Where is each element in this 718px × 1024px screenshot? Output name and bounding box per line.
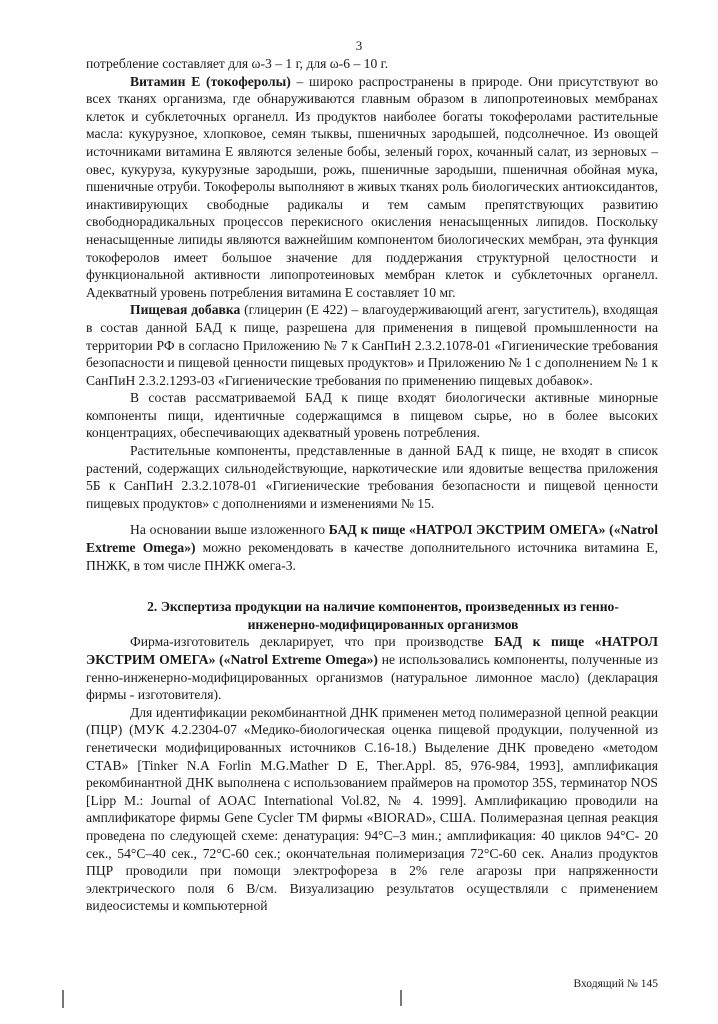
scan-mark-right bbox=[400, 990, 402, 1006]
page-number: 3 bbox=[355, 38, 363, 53]
product-name: БАД к пище «НАТРОЛ ЭКСТРИМ ОМЕГА» («Natrol Extreme Omega») bbox=[86, 522, 659, 556]
conclusion-post: можно рекомендовать в качестве дополнительного источника витамина Е, ПНЖК, в том числе ПНЖК омега-3. bbox=[86, 540, 658, 573]
document-body bbox=[86, 55, 658, 915]
section-2-heading-line2: инженерно-модифицированных организмов bbox=[247, 616, 519, 632]
paragraph-fatty-acid-intake: потребление составляет для ω-3 – 1 г, для ω-6 – 10 г. bbox=[86, 56, 389, 71]
paragraph-plant-components: Растительные компоненты, представленные в данной БАД к пище, не входят в список растений, содержащих сильнодействующие, наркотические или ядовитые вещества приложения 5Б к СанПиН 2.3.2.1078-01 «Гигиенические требования безопасности и пищевой ценности пищевых продуктов» с дополнениями и изменениями № 15. bbox=[86, 443, 658, 511]
section-2-heading bbox=[86, 598, 658, 633]
paragraph-text: – широко распространены в природе. Они присутствуют во всех тканях организма, где обнаруживаются главным образом в липопротеиновых мембранах клеток и субклеточных органелл. Из продуктов наиболее богаты токоферолами растительные масла: кукурузное, хлопковое, семян тыквы, пшеничных зародышей, подсолнечное. Из овощей источниками витамина Е являются зеленые бобы, зеленый горох, кочанный салат, из зерновых – овес, кукуруза, кукурузные зародыши, рожь, пшеничные зародыши, пшеничная обойная мука, пшеничные отруби. Токоферолы выполняют в живых тканях роль биологических антиоксидантов, инактивирующих свободные радикалы и тем самым препятствующих развитию свободнорадикальных процессов перекисного окисления ненасыщенных липидов. Поскольку ненасыщенные липиды являются важнейшим компонентом биологических мембран, эта функция токоферолов имеет большое значение для поддержания структурной целостности и функциональной активности липопротеиновых мембран клеток и субклеточных органелл. Адекватный уровень потребления витамина Е составляет 10 мг. bbox=[86, 73, 658, 300]
paragraph-manufacturer-declaration bbox=[86, 633, 658, 703]
paragraph-conclusion bbox=[86, 521, 658, 574]
paragraph-pcr-method: Для идентификации рекомбинантной ДНК применен метод полимеразной цепной реакции (ПЦР) (МУК 4.2.2304-07 «Медико-биологическая оценка пищевой продукции, полученной из генетически модифицированных источников С.16-18.) Выделение ДНК проведено «методом СТАВ» [Tinker N.A Forlin M.G.Mather D E, Ther.Appl. 85, 976-984, 1993], амплификация рекомбинантной ДНК выполнена с использованием праймеров на промотор 35S, терминатор NOS [Lipp M.: Journal of AOAC International Vol.82, № 4. 1999]. Амплификацию проводили на амплификаторе фирмы Gene Cycler TM фирмы «BIORAD», США. Полимеразная цепная реакция проведена по следующей схеме: денатурация: 94°С–3 мин.; амплификация: 40 циклов 94°С- 20 сек., 54°С–40 сек., 72°С-60 сек.; окончательная полимеризация 72°С-60 сек. Анализ продуктов ПЦР проводили при помощи электрофореза в 2% геле агарозы при напряженности электрического поля 6 В/см. Визуализацию результатов осуществляли с применением видеосистемы и компьютерной bbox=[86, 704, 658, 914]
conclusion-pre: На основании выше изложенного bbox=[130, 522, 329, 538]
product-name: БАД к пище «НАТРОЛ ЭКСТРИМ ОМЕГА» («Natrol Extreme Omega») bbox=[86, 634, 658, 667]
paragraph-text: (глицерин (Е 422) – влагоудерживающий агент, загуститель), входящая в состав данной БАД к пище, разрешена для применения в пищевой промышленности на территории РФ в согласно Приложению № 7 к СанПиН 2.3.2.1078-01 «Гигиенические требования безопасности и пищевой ценности пищевых продуктов» и Приложению № 1 с дополнением № 1 к СанПиН 2.3.2.1293-03 «Гигиенические требования по применению пищевых добавок». bbox=[86, 302, 658, 388]
paragraph-vitamin-e bbox=[86, 73, 658, 302]
term-vitamin-e: Витамин Е (токоферолы) bbox=[130, 73, 291, 89]
scan-mark-left bbox=[62, 990, 64, 1008]
section-2-heading-line1: 2. Экспертиза продукции на наличие компонентов, произведенных из генно- bbox=[147, 599, 619, 615]
term-food-additive: Пищевая добавка bbox=[130, 302, 241, 318]
declaration-pre: Фирма-изготовитель декларирует, что при производстве bbox=[130, 634, 495, 650]
declaration-post: не использовались компоненты, полученные из генно-инженерно-модифицированных организмов (натуральное лимонное масло) (декларация фирмы - изготовителя). bbox=[86, 652, 659, 703]
paragraph-food-additive bbox=[86, 301, 658, 389]
incoming-number: Входящий № 145 bbox=[573, 978, 658, 990]
paragraph-minor-components: В состав рассматриваемой БАД к пище входят биологически активные минорные компоненты пищи, идентичные содержащимся в пищевом сырье, но в более высоких концентрациях, обеспечивающих адекватный уровень потребления. bbox=[86, 390, 658, 441]
